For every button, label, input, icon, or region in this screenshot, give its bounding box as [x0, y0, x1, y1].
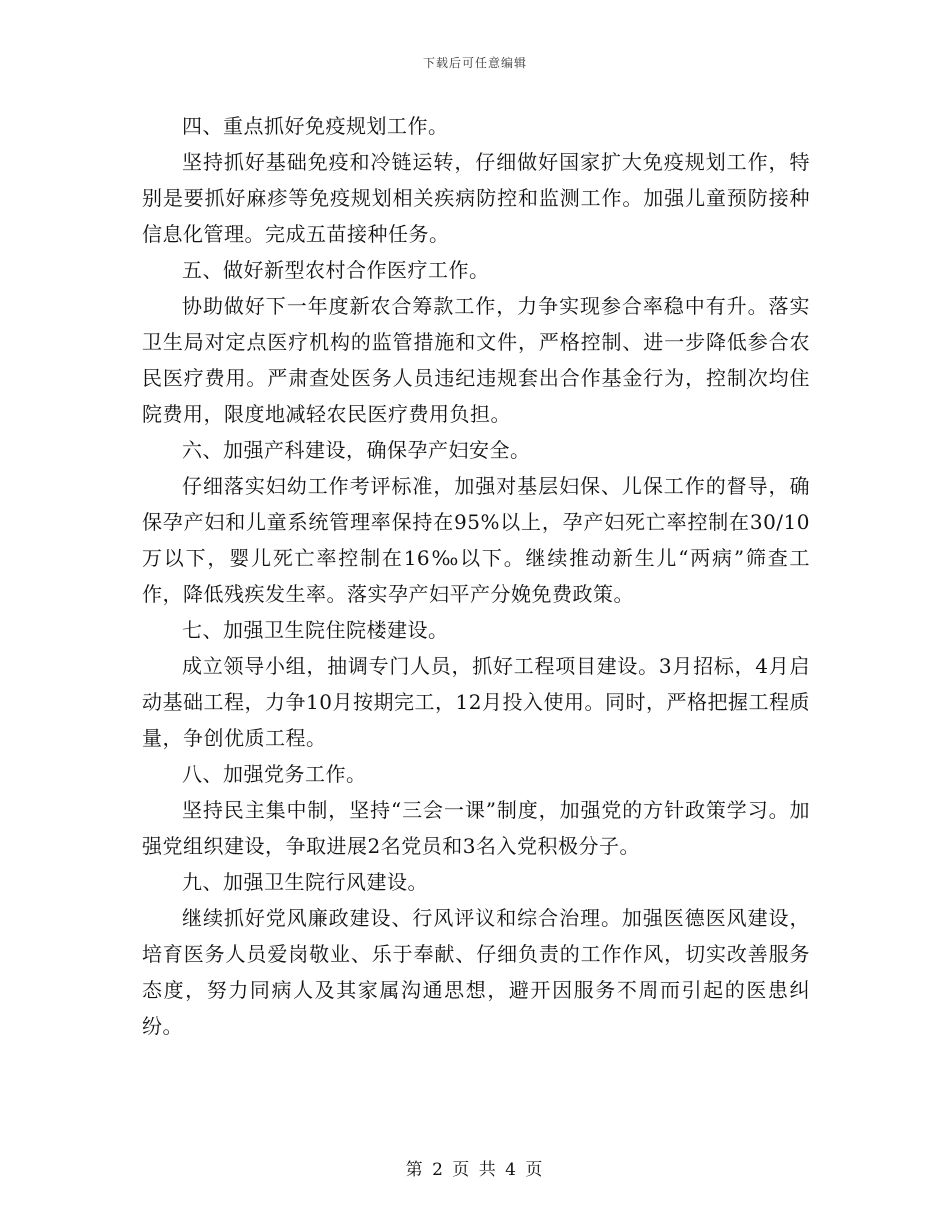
- section-heading: 九、加强卫生院行风建设。: [182, 870, 428, 894]
- section-heading: 六、加强产科建设，确保孕产妇安全。: [182, 438, 531, 462]
- section-heading: 七、加强卫生院住院楼建设。: [182, 618, 449, 642]
- section-paragraph: 协助做好下一年度新农合筹款工作，力争实现参合率稳中有升。落实卫生局对定点医疗机构的监管措施和文件，严格控制、进一步降低参合农民医疗费用。严肃查处医务人员违纪违规套出合作基金行为，控制次均住院费用，限度地减轻农民医疗费用负担。: [142, 294, 810, 426]
- section-paragraph: 坚持民主集中制，坚持“三会一课”制度，加强党的方针政策学习。加强党组织建设，争取进展2名党员和3名入党积极分子。: [142, 798, 810, 858]
- section-paragraph: 继续抓好党风廉政建设、行风评议和综合治理。加强医德医风建设，培育医务人员爱岗敬业、乐于奉献、仔细负责的工作作风，切实改善服务态度，努力同病人及其家属沟通思想，避开因服务不周而引起的医患纠纷。: [142, 906, 810, 1038]
- page-number-footer: 第 2 页 共 4 页: [405, 1160, 545, 1180]
- section-heading: 四、重点抓好免疫规划工作。: [182, 114, 449, 138]
- page-header-note: 下载后可任意编辑: [422, 56, 527, 70]
- section-paragraph: 坚持抓好基础免疫和冷链运转，仔细做好国家扩大免疫规划工作，特别是要抓好麻疹等免疫规划相关疾病防控和监测工作。加强儿童预防接种信息化管理。完成五苗接种任务。: [142, 150, 810, 246]
- section-paragraph: 成立领导小组，抽调专门人员，抓好工程项目建设。3月招标，4月启动基础工程，力争10月按期完工，12月投入使用。同时，严格把握工程质量，争创优质工程。: [142, 654, 810, 750]
- document-body: [142, 108, 810, 1044]
- section-heading: 八、加强党务工作。: [182, 762, 367, 786]
- section-heading: 五、做好新型农村合作医疗工作。: [182, 258, 490, 282]
- section-paragraph: 仔细落实妇幼工作考评标准，加强对基层妇保、儿保工作的督导，确保孕产妇和儿童系统管理率保持在95%以上，孕产妇死亡率控制在30/10万以下，婴儿死亡率控制在16‰以下。继续推动新生儿“两病”筛查工作，降低残疾发生率。落实孕产妇平产分娩免费政策。: [142, 474, 810, 606]
